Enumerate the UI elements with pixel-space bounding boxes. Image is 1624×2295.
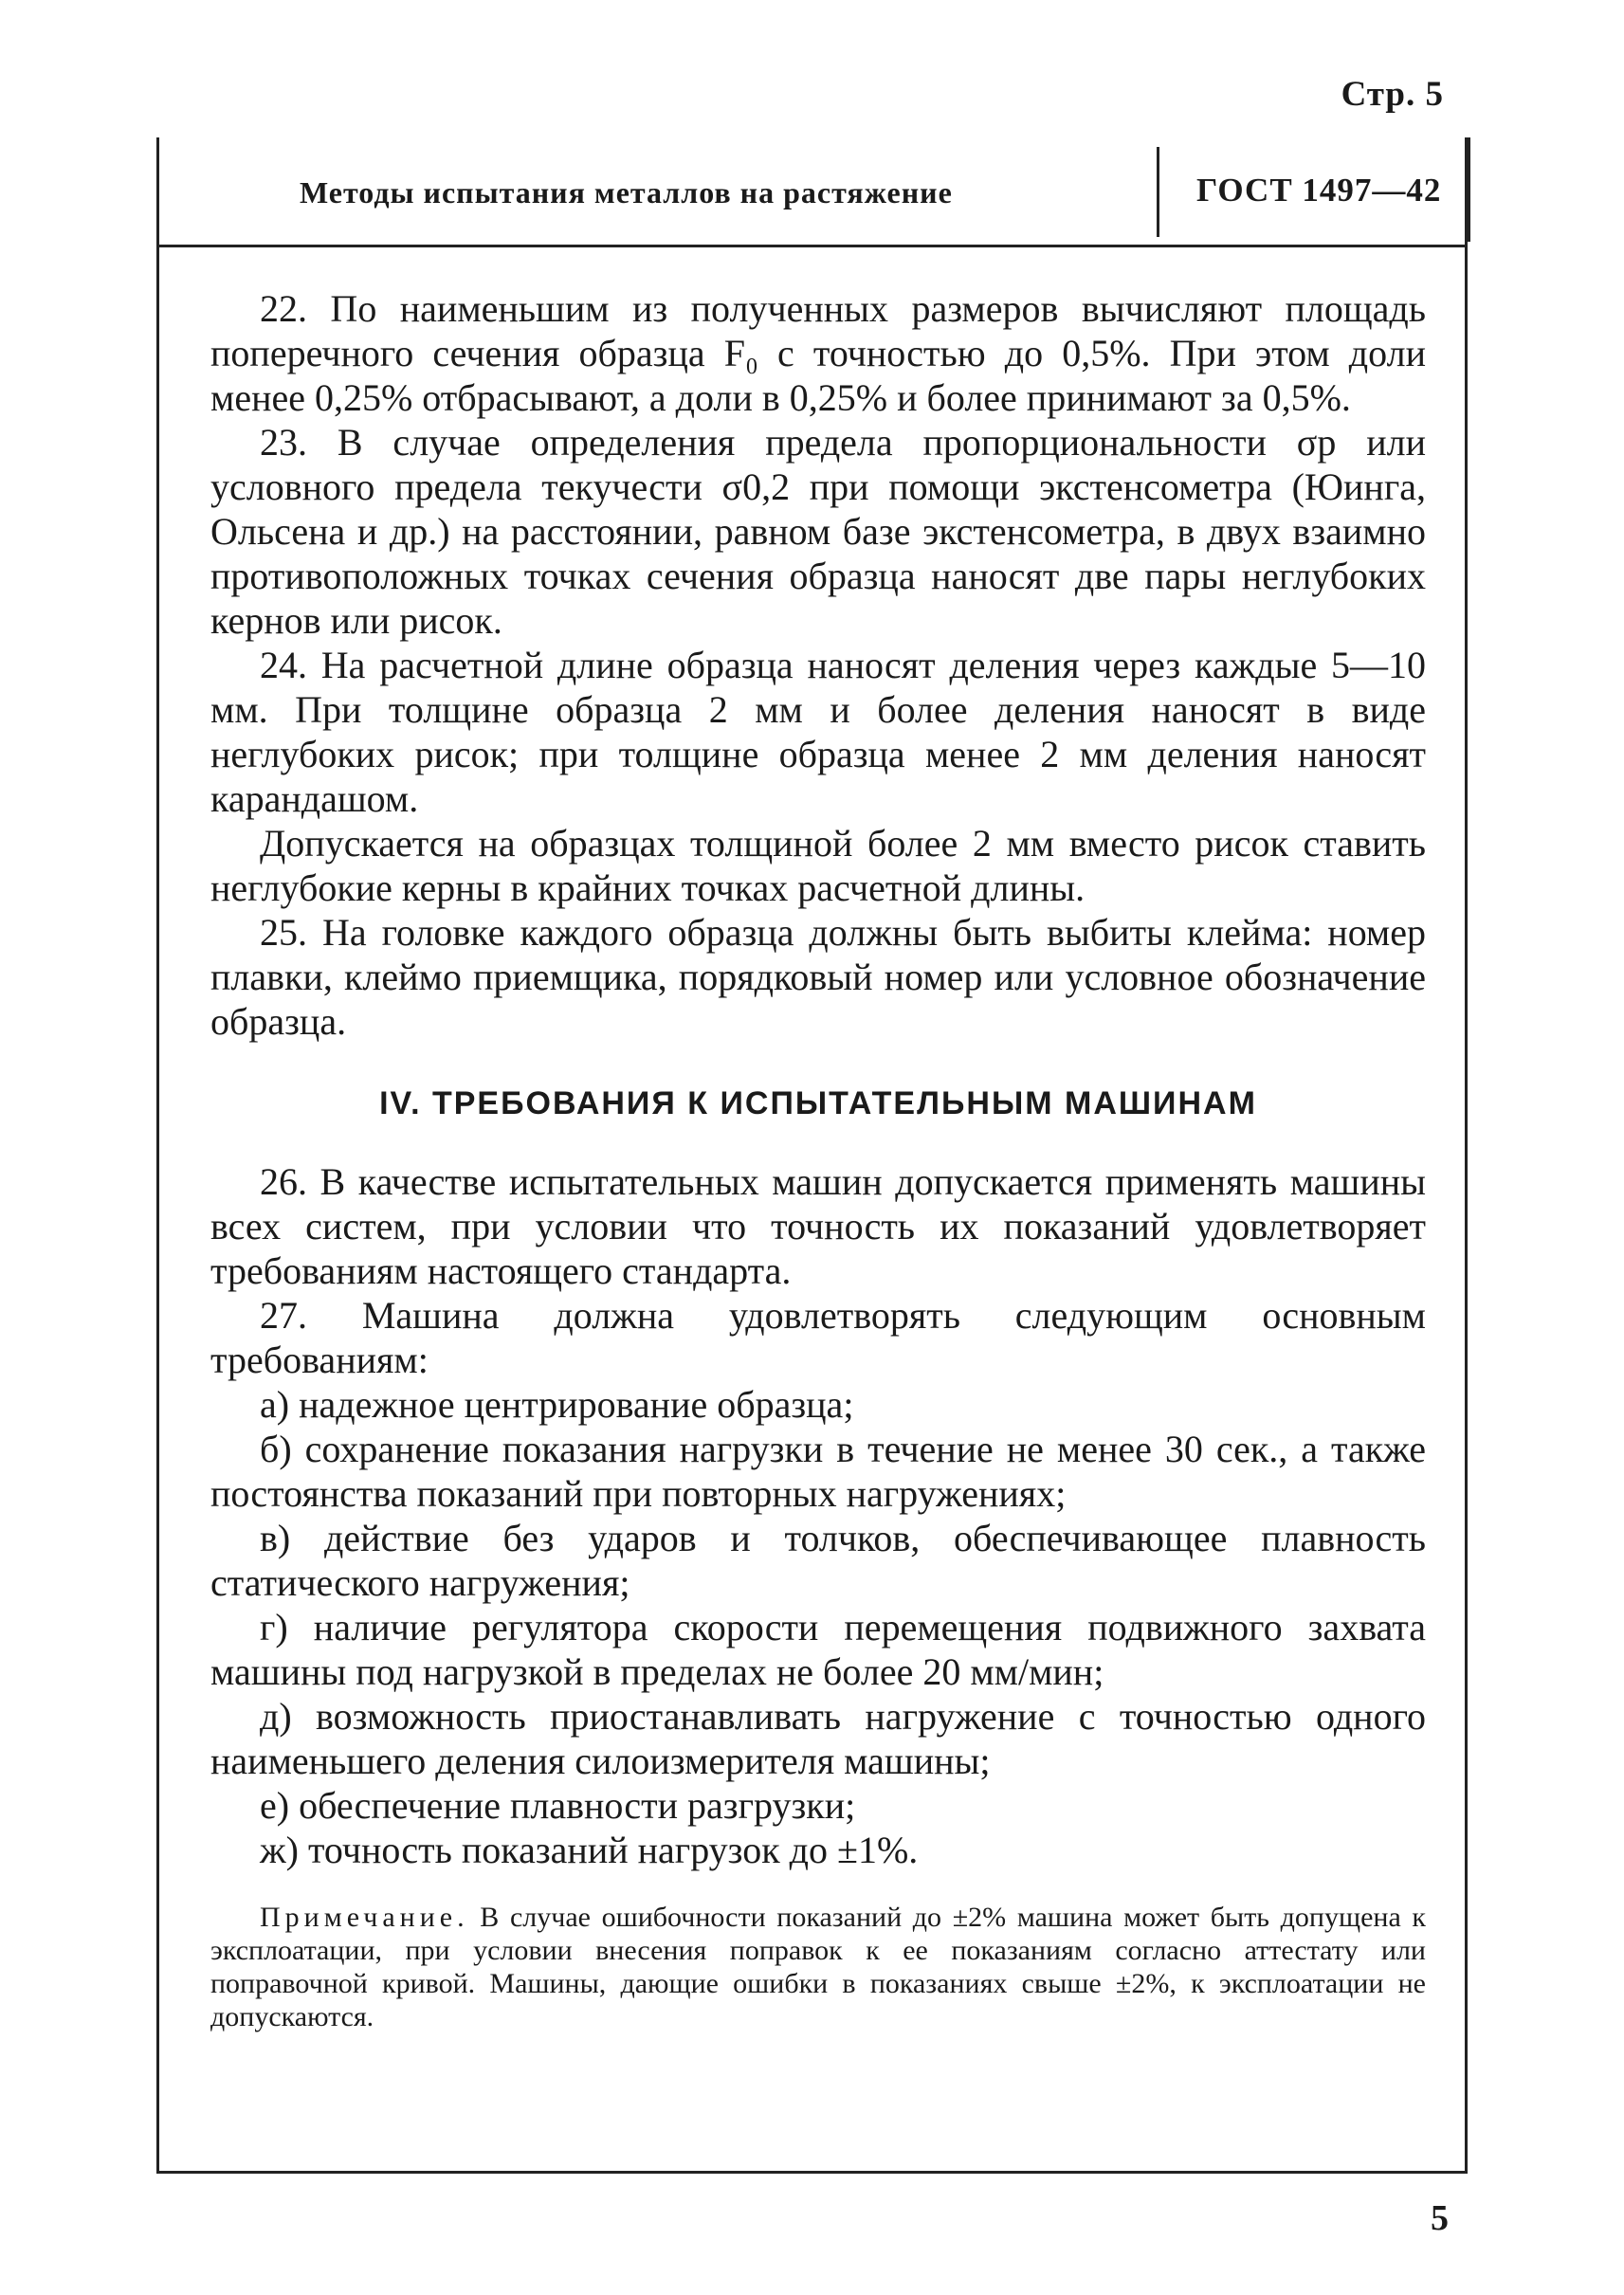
list-item-zh: ж) точность показаний нагрузок до ±1%.: [260, 1829, 919, 1871]
header-rule: [156, 245, 1468, 247]
list-item-g: г) наличие регулятора скорости перемещения подвижного захвата машины под нагрузкой в пределах не более 20 мм/мин;: [210, 1606, 1426, 1693]
document-header: [156, 137, 1470, 242]
paragraph-25: 25. На головке каждого образца должны быть выбиты клейма: номер плавки, клеймо приемщика, порядковый номер или условное обозначение образца.: [210, 911, 1426, 1043]
footer-rule: [156, 2171, 1468, 2174]
list-item-b: б) сохранение показания нагрузки в течение не менее 30 сек., а также постоянства показаний при повторных нагружениях;: [210, 1428, 1426, 1515]
list-item-v: в) действие без ударов и толчков, обеспечивающее плавность статического нагружения;: [210, 1517, 1426, 1604]
paragraph-23: 23. В случае определения предела пропорциональности σp или условного предела текучести σ0,2 при помощи экстенсометра (Юинга, Ольсена и др.) на расстоянии, равном базе экстенсометра, в двух взаимно противоположных точках сечения образца наносят две пары неглубоких кернов или рисок.: [210, 421, 1426, 642]
header-divider: [1157, 147, 1159, 237]
list-item-d: д) возможность приостанавливать нагружение с точностью одного наименьшего деления силоизмерителя машины;: [210, 1695, 1426, 1782]
page-label: Стр. 5: [1341, 75, 1444, 114]
page-number: 5: [1431, 2198, 1449, 2238]
body-text: [210, 286, 1426, 2033]
standard-number: ГОСТ 1497—42: [1196, 172, 1442, 209]
paragraph-24-note: Допускается на образцах толщиной более 2 мм вместо рисок ставить неглубокие керны в крайних точках расчетной длины.: [210, 822, 1426, 909]
right-margin-rule: [1465, 137, 1468, 2171]
list-item-e: е) обеспечение плавности разгрузки;: [260, 1784, 856, 1827]
left-margin-rule: [156, 137, 159, 2171]
paragraph-24: 24. На расчетной длине образца наносят деления через каждые 5—10 мм. При толщине образца 2 мм и более деления наносят в виде неглубоких рисок; при толщине образца менее 2 мм деления наносят карандашом.: [210, 644, 1426, 820]
paragraph-22: 22. По наименьшим из полученных размеров вычисляют площадь поперечного сечения образца F₀ с точностью до 0,5%. При этом доли менее 0,25% отбрасывают, а доли в 0,25% и более принимают за 0,5%.: [210, 287, 1426, 419]
note: [210, 1901, 1426, 2033]
paragraph-26: 26. В качестве испытательных машин допускается применять машины всех систем, при условии что точность их показаний удовлетворяет требованиям настоящего стандарта.: [210, 1160, 1426, 1292]
document-title: Методы испытания металлов на растяжение: [300, 175, 953, 209]
note-label: Примечание.: [260, 1902, 469, 1933]
section-heading: IV. ТРЕБОВАНИЯ К ИСПЫТАТЕЛЬНЫМ МАШИНАМ: [379, 1085, 1257, 1121]
list-item-a: а) надежное центрирование образца;: [260, 1383, 854, 1426]
note-text: В случае ошибочности показаний до ±2% машина может быть допущена к эксплоатации, при условии внесения поправок к ее показаниям согласно аттестату или поправочной кривой. Машины, дающие ошибки в показаниях свыше ±2%, к эксплоатации не допускаются.: [210, 1902, 1427, 2032]
paragraph-27: 27. Машина должна удовлетворять следующим основным требованиям:: [210, 1294, 1426, 1381]
